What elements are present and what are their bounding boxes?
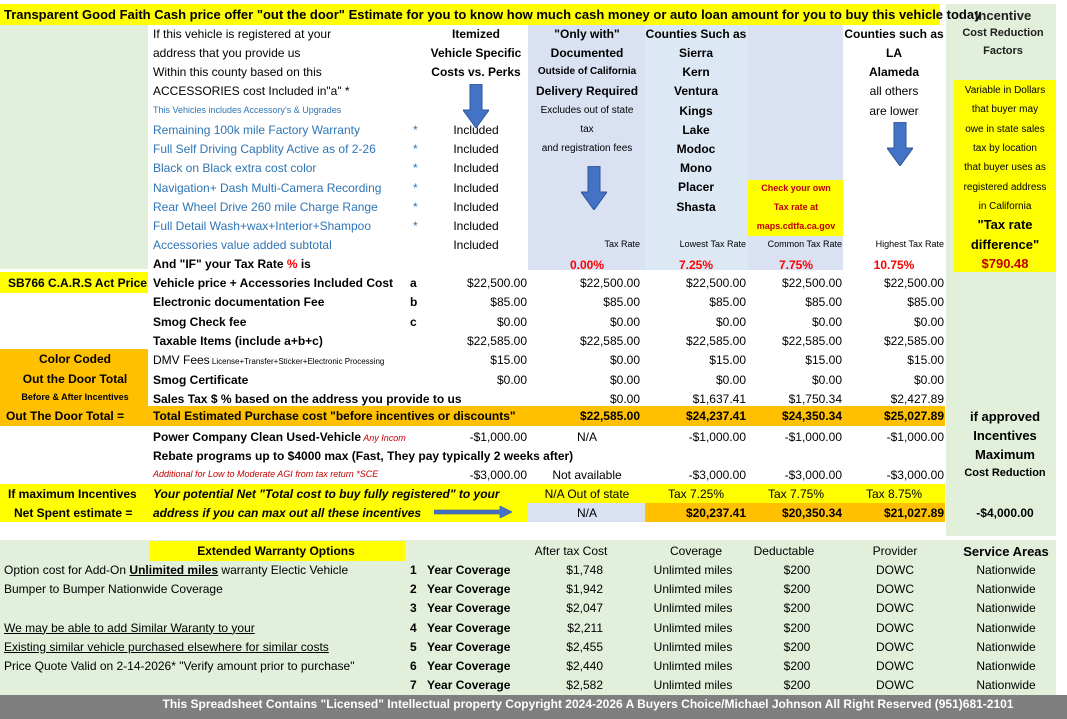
warranty-area: Nationwide xyxy=(976,678,1036,693)
incentive-value: -$1,000.00 xyxy=(688,430,746,444)
if-max-label: If maximum Incentives xyxy=(8,487,137,501)
itemized-header: Itemized xyxy=(451,27,501,41)
counties2-item: all others xyxy=(869,84,919,98)
cost-value: $22,500.00 xyxy=(466,276,527,290)
cost-value: $22,585.00 xyxy=(579,333,640,348)
accessory-mark: * xyxy=(413,219,418,233)
intro-line: Within this county based on this xyxy=(153,65,322,79)
net-line: address if you can max out all these incentives xyxy=(153,506,422,520)
warranty-note xyxy=(4,660,355,672)
warranty-coverage: Unlimted miles xyxy=(653,659,733,673)
warranty-coverage: Unlimted miles xyxy=(653,639,733,654)
incentive-value: -$3,000.00 xyxy=(688,468,746,482)
cost-value: $22,500.00 xyxy=(883,276,944,290)
total-value: $25,027.89 xyxy=(883,409,944,423)
warranty-column-header: Service Areas xyxy=(963,544,1049,559)
warranty-year: 5 xyxy=(410,639,417,654)
accessory-name: Remaining 100k mile Factory Warranty xyxy=(153,123,360,137)
tax-rate-label-pct: % xyxy=(286,257,298,271)
accessory-name: Full Detail Wash+wax+Interior+Shampoo xyxy=(153,219,371,233)
cost-value: $85.00 xyxy=(805,295,842,310)
county-name: Sierra xyxy=(678,46,714,60)
cost-row-label: Smog Check fee xyxy=(153,314,247,329)
down-arrow-icon xyxy=(581,166,607,210)
county-name: Kern xyxy=(682,65,710,80)
tax-diff-label: difference" xyxy=(970,237,1040,252)
intro-line: ACCESSORIES cost Included in"a" * xyxy=(153,84,350,98)
warranty-deductible: $200 xyxy=(783,601,811,616)
total-label: Total Estimated Purchase cost "before incentives or discounts" xyxy=(153,409,516,423)
warranty-year-label: Year Coverage xyxy=(427,639,511,654)
warranty-note-text: Bumper to Bumper Nationwide Coverage xyxy=(4,582,223,597)
tax-rate-label-suffix: is xyxy=(297,257,311,271)
incentive-value: Not available xyxy=(552,468,622,482)
page-title: Transparent Good Faith Cash price offer "out the door" Estimate for you to know how much cash money or auto loan amount for you to buy this vehicle today xyxy=(4,7,982,22)
if-approved: Incentives xyxy=(973,428,1037,443)
cost-value: $1,750.34 xyxy=(788,391,842,406)
total-value: $24,350.34 xyxy=(781,409,842,423)
cost-row-code: a xyxy=(410,276,417,290)
warranty-provider: DOWC xyxy=(876,659,914,673)
cost-row-label: Smog Certificate xyxy=(153,372,249,387)
cost-row-sublabel: License+Transfer+Sticker+Electronic Processing xyxy=(209,357,385,367)
accessory-value: Included xyxy=(453,161,499,176)
warranty-cost: $2,211 xyxy=(567,620,603,635)
net-header: Tax 7.25% xyxy=(667,487,725,501)
cost-value: $0.00 xyxy=(715,372,746,387)
cost-value: $2,427.89 xyxy=(890,391,944,406)
warranty-note-underlined: Unlimited miles xyxy=(129,563,219,577)
cost-value: $0.00 xyxy=(496,314,527,329)
warranty-area: Nationwide xyxy=(976,601,1036,616)
county-name: Ventura xyxy=(673,84,719,99)
cost-row-label: Sales Tax $ % based on the address you provide to us xyxy=(153,391,462,406)
down-arrow-icon xyxy=(463,84,489,128)
warranty-provider: DOWC xyxy=(876,620,914,635)
out-the-door-label: Out The Door Total = xyxy=(6,409,125,423)
warranty-cost: $1,942 xyxy=(566,582,603,597)
accessory-value: Included xyxy=(453,238,499,253)
warranty-note-text: Option cost for Add-On xyxy=(4,563,130,577)
warranty-deductible: $200 xyxy=(783,678,811,693)
only-with-header: Excludes out of state xyxy=(540,105,634,116)
warranty-deductible: $200 xyxy=(783,582,811,597)
county-name: Shasta xyxy=(676,199,716,214)
accessory-name: Rear Wheel Drive 260 mile Charge Range xyxy=(153,199,378,214)
warranty-note-text: Price Quote Valid on 2-14-2026* "Verify amount prior to purchase" xyxy=(4,659,355,673)
warranty-year-label: Year Coverage xyxy=(427,678,511,693)
accessory-name: Accessories value added subtotal xyxy=(153,238,332,253)
cost-value: $15.00 xyxy=(709,353,746,368)
warranty-year-label: Year Coverage xyxy=(427,620,511,635)
down-arrow-icon xyxy=(887,122,913,166)
accessory-mark: * xyxy=(413,161,418,176)
accessory-value: Included xyxy=(453,142,499,157)
color-coded-label: Before & After Incentives xyxy=(21,392,129,402)
warranty-provider: DOWC xyxy=(876,678,914,693)
warranty-provider: DOWC xyxy=(876,601,914,616)
accessory-value: Included xyxy=(453,199,499,214)
tax-rate-label xyxy=(153,258,311,270)
incentive-title: Incentive xyxy=(974,8,1032,23)
net-header: Tax 8.75% xyxy=(865,487,923,501)
warranty-note xyxy=(4,622,255,634)
intro-line: If this vehicle is registered at your xyxy=(153,27,332,41)
warranty-coverage: Unlimted miles xyxy=(653,601,733,616)
rebate-label: Rebate programs up to $4000 max (Fast, They pay typically 2 weeks after) xyxy=(153,449,574,463)
accessory-mark: * xyxy=(413,142,418,157)
cost-value: $22,500.00 xyxy=(579,276,640,290)
if-approved: if approved xyxy=(969,409,1041,424)
check-rate: Tax rate at xyxy=(773,202,819,212)
cost-value: $0.00 xyxy=(913,314,944,329)
warranty-deductible: $200 xyxy=(783,563,811,577)
net-value: $21,027.89 xyxy=(883,506,944,520)
incentive-title: Factors xyxy=(983,45,1023,57)
warranty-year: 6 xyxy=(410,659,417,673)
accessory-mark: * xyxy=(413,180,418,195)
warranty-provider: DOWC xyxy=(876,563,914,577)
warranty-year: 3 xyxy=(410,601,417,616)
only-with-header: and registration fees xyxy=(541,143,633,154)
only-with-header: "Only with" xyxy=(554,27,620,41)
accessory-name: Full Self Driving Capblity Active as of 2-26 xyxy=(153,142,376,157)
warranty-deductible: $200 xyxy=(783,639,811,654)
warranty-column-header: After tax Cost xyxy=(534,544,608,558)
warranty-cost: $1,748 xyxy=(566,563,603,577)
cost-value: $22,500.00 xyxy=(781,276,842,290)
warranty-year-label: Year Coverage xyxy=(427,582,511,597)
cost-value: $85.00 xyxy=(709,295,746,310)
incentive-title: Cost Reduction xyxy=(962,27,1044,39)
counties2-item: Alameda xyxy=(868,65,920,79)
warranty-area: Nationwide xyxy=(976,563,1036,577)
cost-value: $15.00 xyxy=(490,353,527,368)
tax-rate-header: Tax Rate xyxy=(604,239,640,249)
tax-rate-value: 0.00% xyxy=(569,258,605,272)
power-company-sub: Any Incom xyxy=(361,433,406,443)
sb766-label: SB766 C.A.R.S Act Price xyxy=(8,276,147,290)
cost-row-label: Electronic documentation Fee xyxy=(153,295,325,310)
intro-line: address that you provide us xyxy=(153,46,301,60)
right-arrow-icon xyxy=(434,506,512,518)
warranty-deductible: $200 xyxy=(783,659,811,673)
bg-left-green xyxy=(0,25,148,269)
warranty-year: 2 xyxy=(410,582,417,597)
warranty-note-underlined: Existing similar vehicle purchased elsewhere for similar costs xyxy=(4,639,329,654)
net-header: Tax 7.75% xyxy=(767,487,825,501)
county-name: Placer xyxy=(677,180,715,195)
warranty-area: Nationwide xyxy=(976,582,1036,597)
warranty-deductible: $200 xyxy=(783,620,811,635)
cost-value: $0.00 xyxy=(609,353,640,368)
only-with-header: Documented xyxy=(550,46,624,60)
tax-rate-header: Highest Tax Rate xyxy=(875,239,944,249)
cost-value: $22,585.00 xyxy=(781,333,842,348)
cost-value: $0.00 xyxy=(609,372,640,387)
warranty-coverage: Unlimted miles xyxy=(653,620,733,635)
cost-row-code: c xyxy=(410,314,417,329)
warranty-cost: $2,582 xyxy=(566,678,603,693)
cost-value: $0.00 xyxy=(496,372,527,387)
power-company-label: Power Company Clean Used-Vehicle xyxy=(153,430,362,444)
warranty-column-header: Deductable xyxy=(753,544,815,558)
cost-value: $0.00 xyxy=(913,372,944,387)
warranty-provider: DOWC xyxy=(876,639,914,654)
warranty-note-underlined: We may be able to add Similar Waranty to your xyxy=(4,620,255,635)
warranty-column-header: Provider xyxy=(872,544,918,558)
warranty-coverage: Unlimted miles xyxy=(653,582,733,597)
incentive-note-line: in California xyxy=(978,200,1032,212)
incentive-note-line: that buyer uses as xyxy=(964,162,1046,174)
warranty-coverage: Unlimted miles xyxy=(653,678,733,693)
if-approved: Maximum xyxy=(975,447,1035,462)
cost-row-code: b xyxy=(410,295,418,310)
cost-value: $0.00 xyxy=(811,372,842,387)
tax-rate-value: 7.25% xyxy=(678,258,714,272)
warranty-note xyxy=(4,641,329,653)
incentive-note-line: owe in state sales xyxy=(965,123,1045,135)
county-name: Mono xyxy=(680,161,712,176)
cost-row-label: Vehicle price + Accessories Included Cost xyxy=(153,276,393,290)
itemized-header: Vehicle Specific xyxy=(430,46,522,60)
total-value: $22,585.00 xyxy=(579,409,640,423)
incentive-value: -$3,000.00 xyxy=(886,468,944,482)
only-with-header: Delivery Required xyxy=(535,84,639,98)
cost-value: $1,637.41 xyxy=(692,391,746,406)
cost-value: $85.00 xyxy=(490,295,527,310)
cost-value: $85.00 xyxy=(907,295,944,310)
incentive-value: -$1,000.00 xyxy=(469,430,527,444)
warranty-note xyxy=(4,564,348,576)
cost-value: $22,585.00 xyxy=(883,333,944,348)
incentive-note-line: Variable in Dollars xyxy=(964,85,1046,96)
warranty-title: Extended Warranty Options xyxy=(197,544,355,558)
color-coded-label: Color Coded xyxy=(39,352,111,366)
tax-rate-header: Lowest Tax Rate xyxy=(679,239,746,249)
accessory-value: Included xyxy=(453,123,499,137)
accessory-name: Black on Black extra cost color xyxy=(153,161,317,176)
warranty-year: 1 xyxy=(410,563,417,577)
tax-rate-value: 10.75% xyxy=(873,258,915,272)
net-spent-label: Net Spent estimate = xyxy=(14,506,133,520)
warranty-cost: $2,455 xyxy=(566,639,603,654)
county-name: Modoc xyxy=(676,142,716,156)
incentive-row-label xyxy=(153,431,406,443)
cost-value: $15.00 xyxy=(907,353,944,368)
cost-row-label: DMV Fees License+Transfer+Sticker+Electronic Processing xyxy=(153,353,385,368)
incentive-value: -$1,000.00 xyxy=(886,430,944,444)
total-value: $24,237.41 xyxy=(685,409,746,423)
cost-value: $22,585.00 xyxy=(466,333,527,348)
warranty-coverage: Unlimted miles xyxy=(653,563,733,577)
warranty-area: Nationwide xyxy=(976,639,1036,654)
cost-value: $0.00 xyxy=(609,314,640,329)
tax-rate-header: Common Tax Rate xyxy=(767,239,842,249)
tax-diff-value: $790.48 xyxy=(981,256,1029,271)
warranty-year: 4 xyxy=(410,620,417,635)
tax-diff-label: "Tax rate xyxy=(977,217,1033,232)
cost-value: $85.00 xyxy=(603,295,640,310)
incentive-value: -$3,000.00 xyxy=(469,468,527,482)
net-value: N/A xyxy=(576,506,598,520)
if-approved: Cost Reduction xyxy=(964,467,1046,479)
cost-value: $0.00 xyxy=(715,314,746,329)
only-with-header: tax xyxy=(580,124,594,135)
max-reduction-value: -$4,000.00 xyxy=(976,506,1034,520)
cost-value: $0.00 xyxy=(811,314,842,329)
cost-row-label: Taxable Items (include a+b+c) xyxy=(153,333,323,348)
incentive-note-line: registered address xyxy=(963,181,1047,193)
counties1-header: Counties Such as xyxy=(645,27,747,41)
accessory-value: Included xyxy=(453,180,499,195)
net-header: N/A Out of state xyxy=(544,487,630,501)
counties2-item: are lower xyxy=(869,104,919,118)
county-name: Lake xyxy=(682,122,710,137)
tax-rate-value: 7.75% xyxy=(778,258,814,272)
incentive-value: -$1,000.00 xyxy=(784,430,842,444)
incentive-value: N/A xyxy=(576,430,598,444)
warranty-cost: $2,440 xyxy=(566,659,603,673)
warranty-area: Nationwide xyxy=(976,620,1036,635)
tax-rate-label-prefix: And "IF" your Tax Rate xyxy=(153,257,287,271)
accessories-note: This Vehicles includes Accessory's & Upgrades xyxy=(153,105,342,115)
counties2-header: Counties such as xyxy=(844,27,944,41)
check-rate: Check your own xyxy=(761,183,831,193)
incentive-value: -$3,000.00 xyxy=(784,468,842,482)
accessory-value: Included xyxy=(453,219,499,233)
incentive-note-line: that buyer may xyxy=(971,104,1039,116)
warranty-note-text: warranty Electic Vehicle xyxy=(218,563,349,577)
itemized-header: Costs vs. Perks xyxy=(431,65,521,79)
warranty-column-header: Coverage xyxy=(669,544,723,558)
footer-copyright: This Spreadsheet Contains "Licensed" Intellectual property Copyright 2024-2026 A Buyers Choice/Michael Johnson All Right Reserved (951)681-2101 xyxy=(162,697,1014,711)
accessory-mark: * xyxy=(413,123,418,137)
county-name: Kings xyxy=(679,103,713,118)
only-with-header: Outside of California xyxy=(537,66,637,77)
cost-value: $15.00 xyxy=(805,353,842,368)
warranty-area: Nationwide xyxy=(976,659,1036,673)
net-value: $20,237.41 xyxy=(685,506,746,520)
warranty-year-label: Year Coverage xyxy=(427,563,511,577)
additional-label: Additional for Low to Moderate AGI from tax return *SCE xyxy=(153,469,379,479)
warranty-year: 7 xyxy=(410,678,417,693)
check-rate: maps.cdtfa.ca.gov xyxy=(756,221,836,231)
accessory-name: Navigation+ Dash Multi-Camera Recording xyxy=(153,180,382,195)
warranty-year-label: Year Coverage xyxy=(427,659,511,673)
cost-value: $22,585.00 xyxy=(685,333,746,348)
accessory-mark: * xyxy=(413,199,418,214)
incentive-note-line: tax by location xyxy=(973,142,1037,154)
color-coded-label: Out the Door Total xyxy=(22,372,128,386)
warranty-provider: DOWC xyxy=(876,582,914,597)
counties2-item: LA xyxy=(886,46,902,60)
cost-value: $0.00 xyxy=(609,391,640,406)
warranty-year-label: Year Coverage xyxy=(427,601,511,616)
warranty-note xyxy=(4,583,223,595)
cost-value: $22,500.00 xyxy=(685,276,746,290)
net-value: $20,350.34 xyxy=(781,506,842,520)
warranty-cost: $2,047 xyxy=(566,601,603,616)
net-line: Your potential Net "Total cost to buy fully registered" to your xyxy=(153,487,500,501)
